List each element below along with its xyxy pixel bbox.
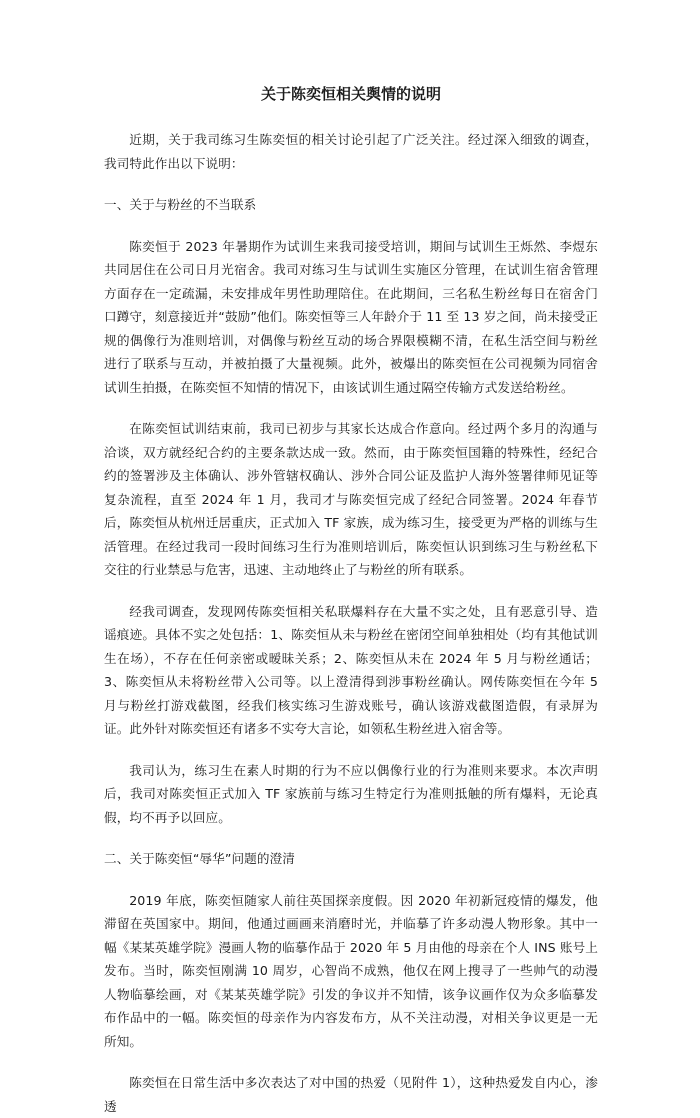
intro-paragraph: 近期，关于我司练习生陈奕恒的相关讨论引起了广泛关注。经过深入细致的调查，我司特此作出以下说明： <box>104 132 598 171</box>
section-2-heading: 二、关于陈奕恒“辱华”问题的澄清 <box>104 851 295 866</box>
section-1-heading: 一、关于与粉丝的不当联系 <box>104 197 257 212</box>
section-1-paragraph-4: 我司认为，练习生在素人时期的行为不应以偶像行业的行为准则来要求。本次声明后，我司对陈奕恒正式加入 TF 家族前与练习生特定行为准则抵触的所有爆料，无论真假，均不再予以回应。 <box>104 762 598 825</box>
section-1-paragraph-2: 在陈奕恒试训结束前，我司已初步与其家长达成合作意向。经过两个多月的沟通与洽谈，双方就经纪合约的主要条款达成一致。然而，由于陈奕恒国籍的特殊性，经纪合约的签署涉及主体确认、涉外管辖权确认、涉外合同公证及监护人海外签署律师见证等复杂流程，直至 2024 年 1 月，我司才与陈奕恒完成了经纪合同签署。2024 年春节后，陈奕恒从杭州迁居重庆，正式加入 TF 家族，成为练习生，接受更为严格的训练与生活管理。在经过我司一段时间练习生行为准则培训后，陈奕恒认识到练习生与粉丝私下交往的行业禁忌与危害，迅速、主动地终止了与粉丝的所有联系。 <box>104 421 598 577</box>
section-1-paragraph-1: 陈奕恒于 2023 年暑期作为试训生来我司接受培训，期间与试训生王烁然、李煜东共同居住在公司日月光宿舍。我司对练习生与试训生实施区分管理，在试训生宿舍管理方面存在一定疏漏，未安排成年男性助理陪住。在此期间，三名私生粉丝每日在宿舍门口蹲守，刻意接近并“鼓励”他们。陈奕恒等三人年龄介于 11 至 13 岁之间，尚未接受正规的偶像行为准则培训，对偶像与粉丝互动的场合界限模糊不清，在私生活空间与粉丝进行了联系与互动，并被拍摄了大量视频。此外，被爆出的陈奕恒在公司视频为同宿舍试训生拍摄，在陈奕恒不知情的情况下，由该试训生通过隔空传输方式发送给粉丝。 <box>104 238 598 395</box>
document-title: 关于陈奕恒相关舆情的说明 <box>260 85 441 103</box>
section-1-paragraph-3: 经我司调查，发现网传陈奕恒相关私联爆料存在大量不实之处，且有恶意引导、造谣痕迹。具体不实之处包括：1、陈奕恒从未与粉丝在密闭空间单独相处（均有其他试训生在场），不存在任何亲密或暧昧关系；2、陈奕恒从未在 2024 年 5 月与粉丝通话；3、陈奕恒从未将粉丝带入公司等。以上澄清得到涉事粉丝确认。网传陈奕恒在今年 5 月与粉丝打游戏截图，经我们核实练习生游戏账号，确认该游戏截图造假，有录屏为证。此外针对陈奕恒还有诸多不实夸大言论，如领私生粉丝进入宿舍等。 <box>104 603 598 736</box>
section-2-paragraph-1: 2019 年底，陈奕恒随家人前往英国探亲度假。因 2020 年初新冠疫情的爆发，他滞留在英国家中。期间，他通过画画来消磨时光，并临摹了许多动漫人物形象。其中一幅《某某英雄学院》漫画人物的临摹作品于 2020 年 5 月由他的母亲在个人 INS 账号上发布。当时，陈奕恒刚满 10 周岁，心智尚不成熟，他仅在网上搜寻了一些帅气的动漫人物临摹绘画，对《某某英雄学院》引发的争议并不知情，该争议画作仅为众多临摹发布作品中的一幅。陈奕恒的母亲作为内容发布方，从不关注动漫，对相关争议更是一无所知。 <box>104 892 598 1049</box>
section-2-paragraph-2: 陈奕恒在日常生活中多次表达了对中国的热爱（见附件 1），这种热爱发自内心，渗透 <box>104 1075 598 1114</box>
